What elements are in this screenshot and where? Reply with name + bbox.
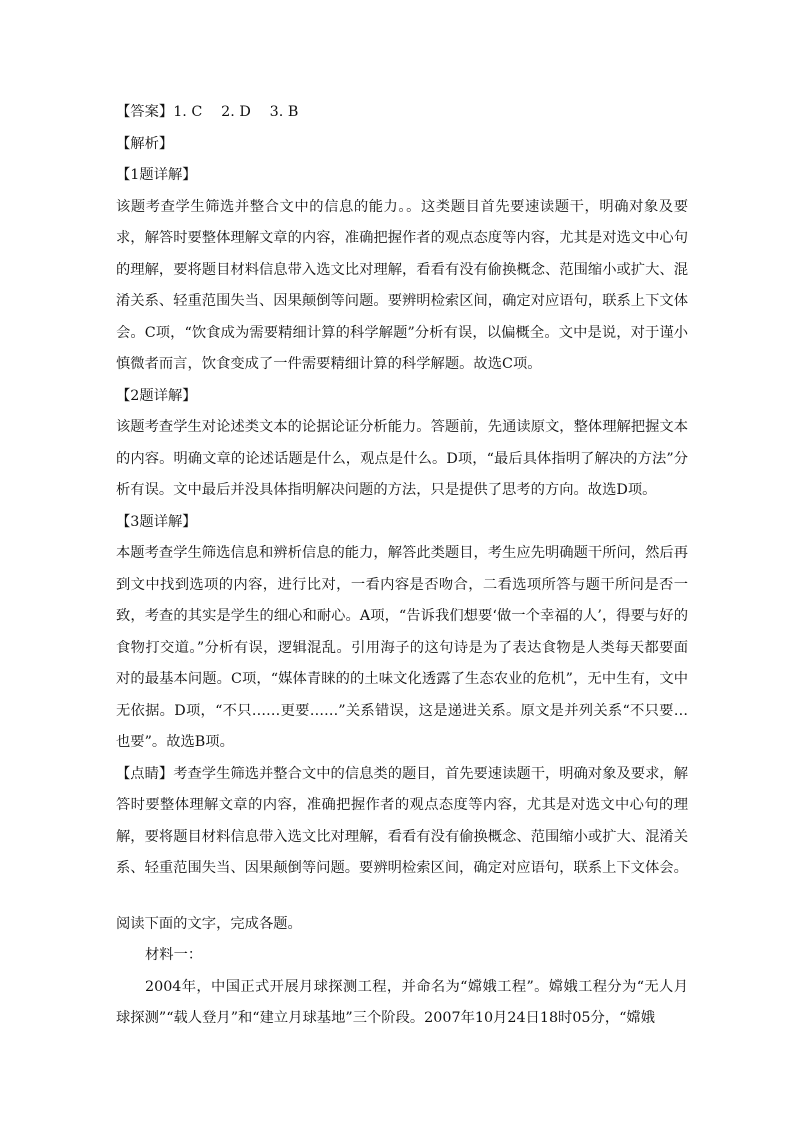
answer-line <box>116 97 688 129</box>
q3-heading: 【3题详解】 <box>116 513 197 530</box>
analysis-label: 【解析】 <box>116 135 174 152</box>
material-label: 材料一： <box>145 947 203 963</box>
q1-heading: 【1题详解】 <box>116 167 197 183</box>
q2-heading: 【2题详解】 <box>116 387 197 404</box>
section-gap <box>116 885 688 909</box>
comment-label: 【点睛】 <box>116 765 174 782</box>
comment-body: 考查学生筛选并整合文中的信息类的题目，首先要速读题干，明确对象及要求，解答时要整体理解文章的内容，准确把握作者的观点态度等内容，尤其是对选文中心句的理解，要将题目材料信息带入选文比对理解，看看有没有偷换概念、范围缩小或扩大、混淆关系、轻重范围失当、因果颠倒等问题。要辨明检索区间，确定对应语句，联系上下文体会。 <box>116 765 688 876</box>
q3-body: 本题考查学生筛选信息和辨析信息的能力，解答此类题目，考生应先明确题干所问，然后再到文中找到选项的内容，进行比对，一看内容是否吻合，二看选项所答与题干所问是否一致，考查的其实是学生的细心和耐心。A项，“告诉我们想要‘做一个幸福的人’，得要与好的食物打交道。”分析有误，逻辑混乱。引用海子的这句诗是为了表达食物是人类每天都要面对的最基本问题。C项，“媒体青睐的的土味文化透露了生态农业的危机”，无中生有，文中无依据。D项，“不只……更要……”关系错误，这是递进关系。原文是并列关系“不只要…也要”。故选B项。 <box>116 545 688 750</box>
material-body: 2004年，中国正式开展月球探测工程，并命名为“嫦娥工程”。嫦娥工程分为“无人月球探测”“载人登月”和“建立月球基地”三个阶段。2007年10月24日18时05分，“嫦娥 <box>116 978 688 1026</box>
answer-text: 1. C 2. D 3. B <box>173 104 299 120</box>
comment-paragraph <box>116 759 688 885</box>
answer-label: 【答案】 <box>116 104 174 120</box>
q1-body: 该题考查学生筛选并整合文中的信息的能力。。这类题目首先要速读题干，明确对象及要求，解答时要整体理解文章的内容，准确把握作者的观点态度等内容，尤其是对选文中心句的理解，要将题目材料信息带入选文比对理解，看看有没有偷换概念、范围缩小或扩大、混淆关系、轻重范围失当、因果颠倒等问题。要辨明检索区间，确定对应语句，联系上下文体会。C项，“饮食成为需要精细计算的科学解题”分析有误，以偏概全。文中是说，对于谨小慎微者而言，饮食变成了一件需要精细计算的科学解题。故选C项。 <box>116 198 688 372</box>
document-body <box>116 97 688 1035</box>
reading-instruction: 阅读下面的文字，完成各题。 <box>116 915 302 932</box>
q2-body: 该题考查学生对论述类文本的论据论证分析能力。答题前，先通读原文，整体理解把握文本的内容。明确文章的论述话题是什么，观点是什么。D项，“最后具体指明了解决的方法”分析有误。文中最后并没具体指明解决问题的方法，只是提供了思考的方向。故选D项。 <box>116 419 688 498</box>
